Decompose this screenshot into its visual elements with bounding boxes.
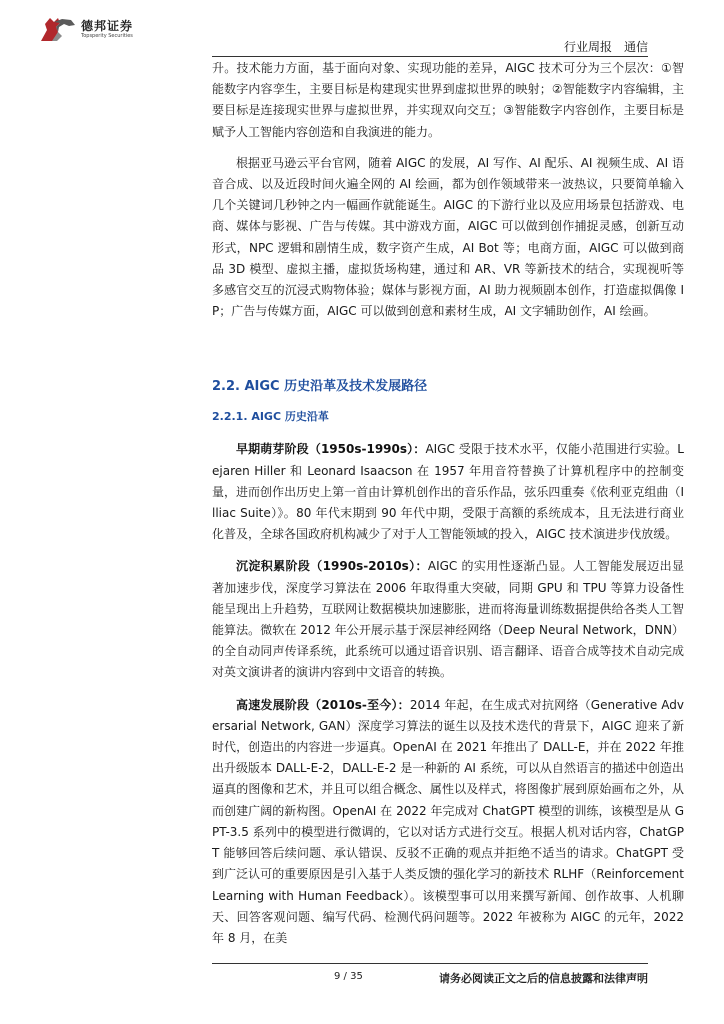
paragraph-tech-levels: 升。技术能力方面，基于面向对象、实现功能的差异，AIGC 技术可分为三个层次：①智能数字内容孪生，主要目标是构建现实世界到虚拟世界的映射；②智能数字内容编辑，主要目标是连接现实世界与虚拟世界，并实现双向交互；③智能数字内容创作，主要目标是赋予人工智能内容创造和自我演进的能力。 xyxy=(212,61,684,139)
page-footer xyxy=(212,963,648,985)
section-heading-2-2: 2.2. AIGC 历史沿革及技术发展路径 xyxy=(212,379,428,395)
paragraph-rapid-stage xyxy=(212,695,684,949)
company-logo xyxy=(38,14,133,44)
legal-disclaimer: 请务必阅读正文之后的信息披露和法律声明 xyxy=(439,972,648,985)
report-type-label: 行业周报 通信 xyxy=(563,40,648,54)
section-heading-2-2-1: 2.2.1. AIGC 历史沿革 xyxy=(212,410,329,424)
accumulation-stage-text: AIGC 的实用性逐渐凸显。人工智能发展迈出显著加速步伐，深度学习算法在 2006 年取得重大突破，同期 GPU 和 TPU 等算力设备性能呈现出上升趋势，互联网让数据模块加速膨胀，进而将海量训练数据提供给各类人工智能算法。微软在 2012 年公开展示基于深层神经网络（Deep Neural Network，DNN）的全自动同声传译系统，此系统可以通过语音识别、语言翻译、语音合成等技术自动完成对英文演讲者的演讲内容到中文语音的转换。 xyxy=(212,559,684,680)
accumulation-stage-lead: 沉淀积累阶段（1990s-2010s）： xyxy=(236,559,428,574)
page-number: 9 / 35 xyxy=(334,971,363,982)
logo-company-name: 德邦证券 xyxy=(81,18,134,33)
horse-logo-icon xyxy=(38,14,78,44)
rapid-stage-text: 2014 年起，在生成式对抗网络（Generative Adversarial Network, GAN）深度学习算法的诞生以及技术迭代的背景下，AIGC 迎来了新时代，创造出的内容进一步逼真。OpenAI 在 2021 年推出了 DALL-E，并在 2022 年推出升级版本 DALL-E-2，DALL-E-2 是一种新的 AI 系统，可以从自然语言的描述中创造出逼真的图像和艺术，并且可以组合概念、属性以及样式，将图像扩展到原始画布之外，从而创建广阔的新构图。OpenAI 在 2022 年完成对 ChatGPT 模型的训练，该模型是从 GPT-3.5 系列中的模型进行微调的，它以对话方式进行交互。根据人机对话内容，ChatGPT 能够回答后续问题、承认错误、反驳不正确的观点并拒绝不适当的请求。ChatGPT 受到广泛认可的重要原因是引入基于人类反馈的强化学习的新技术 RLHF（Reinforcement Learning with Human Feedback）。该模型事可以用来撰写新闻、创作故事、人机聊天、回答客观问题、编写代码、检测代码问题等。2022 年被称为 AIGC 的元年，2022 年 8 月，在美 xyxy=(212,697,684,945)
rapid-stage-lead: 高速发展阶段（2010s-至今）： xyxy=(236,697,410,712)
logo-english-name: Topsperity Securities xyxy=(81,32,133,39)
early-stage-lead: 早期萌芽阶段（1950s-1990s）： xyxy=(236,442,426,457)
early-stage-text: AIGC 受限于技术水平，仅能小范围进行实验。Lejaren Hiller 和 Leonard Isaacson 在 1957 年用音符替换了计算机程序中的控制变量，进而创作出历史上第一首由计算机创作出的音乐作品，弦乐四重奏《依利亚克组曲（Illiac Suite）》。80 年代末期到 90 年代中期，受限于高额的系统成本，且无法进行商业化普及，全球各国政府机构减少了对于人工智能领域的投入，AIGC 技术演进步伐放缓。 xyxy=(212,442,684,542)
page-header xyxy=(0,0,724,62)
header-divider xyxy=(212,56,648,57)
document-body xyxy=(212,58,684,949)
footer-divider xyxy=(212,963,648,964)
paragraph-early-stage xyxy=(212,439,684,545)
paragraph-accumulation-stage xyxy=(212,556,684,683)
paragraph-applications: 根据亚马逊云平台官网，随着 AIGC 的发展，AI 写作、AI 配乐、AI 视频生成、AI 语音合成、以及近段时间火遍全网的 AI 绘画，都为创作领域带来一波热议，只要简单输入几个关键词几秒钟之内一幅画作就能诞生。AIGC 的下游行业以及应用场景包括游戏、电商、媒体与影视、广告与传媒。其中游戏方面，AIGC 可以做到创作捕捉灵感，创新互动形式，NPC 逻辑和剧情生成，数字资产生成，AI Bot 等；电商方面，AIGC 可以做到商品 3D 模型、虚拟主播，虚拟货场构建，通过和 AR、VR 等新技术的结合，实现视听等多感官交互的沉浸式购物体验；媒体与影视方面，AI 助力视频剧本创作，打造虚拟偶像 IP；广告与传媒方面，AIGC 可以做到创意和素材生成，AI 文字辅助创作，AI 绘画。 xyxy=(212,155,684,319)
